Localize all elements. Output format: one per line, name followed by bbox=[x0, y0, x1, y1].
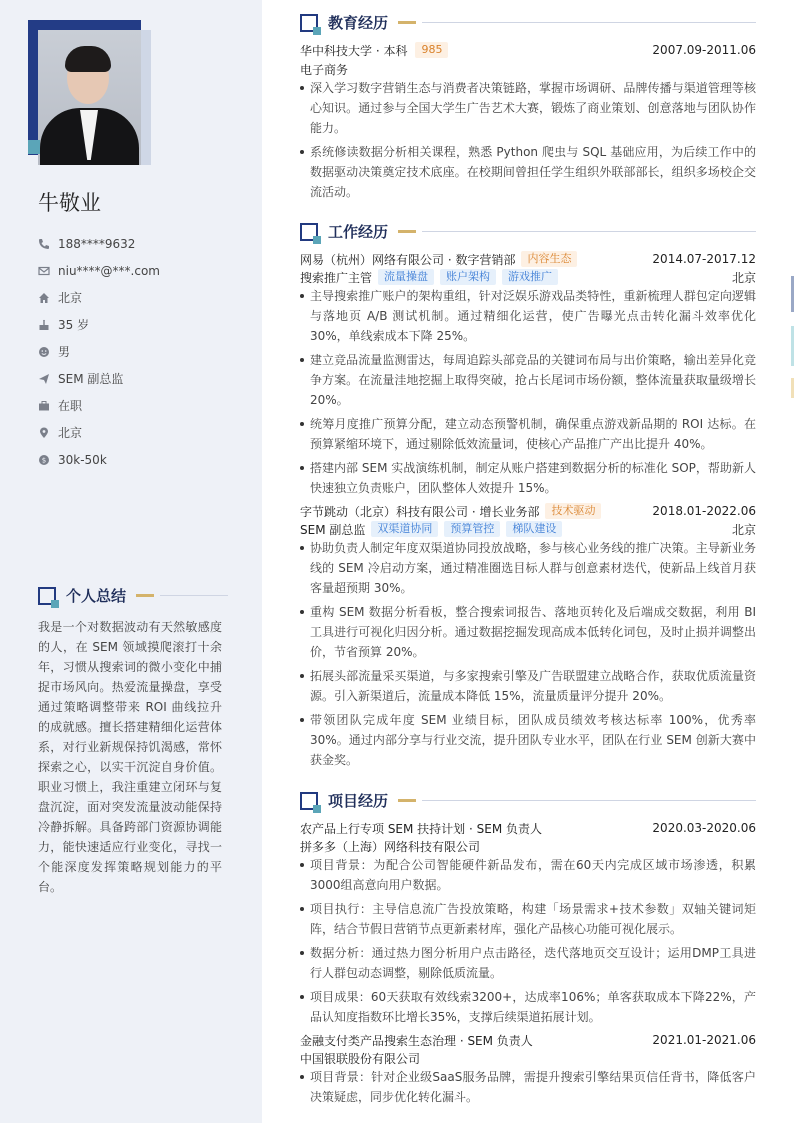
job-city: 北京 bbox=[731, 270, 756, 285]
job-city: 北京 bbox=[731, 522, 756, 537]
major-row bbox=[300, 60, 756, 78]
job-date: 2014.07-2017.12 bbox=[652, 252, 756, 266]
info-text: 35 岁 bbox=[58, 318, 90, 332]
project-org: 拼多多（上海）网络科技有限公司 bbox=[300, 839, 481, 854]
svg-text:$: $ bbox=[41, 456, 47, 465]
job-role-row bbox=[300, 520, 756, 538]
job-date: 2018.01-2022.06 bbox=[652, 504, 756, 518]
list-item: 建立竞品流量监测雷达，每周追踪头部竞品的关键词布局与出价策略，输出差异化竞争方案。在流量洼地挖掘上取得突破，抢占长尾词市场份额，整体流量获取量级增长 20%。 bbox=[300, 350, 756, 410]
contact-info-list bbox=[38, 230, 160, 473]
section-square-icon bbox=[300, 223, 318, 241]
company-name: 网易（杭州）网络有限公司 · 数字营销部 bbox=[300, 252, 516, 267]
list-item: 带领团队完成年度 SEM 业绩目标，团队成员绩效考核达标率 100%，优秀率 30%。通过内部分享与行业交流，提升团队专业水平，团队在行业 SEM 创新大赛中获金奖。 bbox=[300, 710, 756, 770]
list-item: 项目执行：主导信息流广告投放策略，构建「场景需求+技术参数」双轴关键词矩阵，结合节假日营销节点更新素材库，强化产品核心功能可视化展示。 bbox=[300, 899, 756, 939]
job-company-row bbox=[300, 502, 756, 520]
job-bullets bbox=[300, 538, 756, 774]
title-accent-bar bbox=[136, 594, 154, 597]
gender-icon bbox=[38, 346, 50, 358]
cake-icon bbox=[38, 319, 50, 331]
title-divider bbox=[422, 231, 756, 232]
info-position bbox=[38, 365, 160, 392]
school-tag: 985 bbox=[415, 42, 448, 58]
location-icon bbox=[38, 427, 50, 439]
company-name: 字节跳动（北京）科技有限公司 · 增长业务部 bbox=[300, 504, 540, 519]
info-text: 在职 bbox=[58, 399, 83, 413]
info-text: 男 bbox=[58, 345, 71, 359]
title-accent-bar bbox=[398, 21, 416, 24]
list-item: 搭建内部 SEM 实战演练机制，制定从账户搭建到数据分析的标准化 SOP，帮助新人快速独立负责账户，团队整体人效提升 15%。 bbox=[300, 458, 756, 498]
list-item: 项目背景：针对企业级SaaS服务品牌，需提升搜索引擎结果页信任背书，降低客户决策疑虑，同步优化转化漏斗。 bbox=[300, 1067, 756, 1107]
skill-tag: 预算管控 bbox=[444, 521, 500, 537]
project-row bbox=[300, 1031, 756, 1049]
project-name: 农产品上行专项 SEM 扶持计划 · SEM 负责人 bbox=[300, 821, 542, 836]
project-name: 金融支付类产品搜索生态治理 · SEM 负责人 bbox=[300, 1033, 533, 1048]
list-item: 拓展头部流量采买渠道，与多家搜索引擎及广告联盟建立战略合作，获取优质流量资源。引入新渠道后，流量成本降低 15%，流量质量评分提升 20%。 bbox=[300, 666, 756, 706]
job-bullets bbox=[300, 286, 756, 502]
info-home bbox=[38, 284, 160, 311]
skill-tag: 账户架构 bbox=[440, 269, 496, 285]
summary-text: 我是一个对数据波动有天然敏感度的人，在 SEM 领域摸爬滚打十余年，习惯从搜索词的微小变化中捕捉市场风向。热爱流量操盘，享受通过策略调整带来 ROI 曲线拉升的成就感。擅长搭建精细化运营体系，对行业新规保持饥渴感，常怀探索之心，以实干沉淀自身价值。职业习惯上，我注重建立闭环与复盘沉淀，面对突发流量波动能保持冷静拆解。具备跨部门资源协调能力，能快速适应行业变化，寻找一个能深度发挥策略规划能力的平台。 bbox=[38, 620, 222, 894]
candidate-name: 牛敬业 bbox=[38, 191, 101, 215]
education-bullets bbox=[300, 78, 756, 206]
work-heading bbox=[300, 221, 756, 242]
list-item: 主导搜索推广账户的架构重组，针对泛娱乐游戏品类特性，重新梳理人群包定向逻辑与落地页 A/B 测试机制。通过精细化运营，使广告曝光点击转化漏斗效率优化 30%，单线索成本下降 25%。 bbox=[300, 286, 756, 346]
education-row bbox=[300, 41, 756, 59]
sidebar bbox=[0, 0, 262, 1123]
title-accent-bar bbox=[398, 799, 416, 802]
skill-tag: 梯队建设 bbox=[506, 521, 562, 537]
list-item: 协助负责人制定年度双渠道协同投放战略，参与核心业务线的推广决策。主导新业务线的 SEM 冷启动方案，通过精准圈选目标人群与创意素材迭代，使新品上线首月获客量超预期 30%。 bbox=[300, 538, 756, 598]
job-company-row bbox=[300, 250, 756, 268]
info-text: 北京 bbox=[58, 426, 83, 440]
project-org-row bbox=[300, 1049, 756, 1067]
work-title: 工作经历 bbox=[328, 223, 389, 241]
list-item: 项目成果：60天获取有效线索3200+，达成率106%；单客获取成本下降22%，产品认知度指数环比增长35%，支撑后续渠道拓展计划。 bbox=[300, 987, 756, 1027]
skill-tag: 游戏推广 bbox=[502, 269, 558, 285]
project-date: 2021.01-2021.06 bbox=[652, 1033, 756, 1047]
info-text: SEM 副总监 bbox=[58, 372, 124, 386]
company-tag: 技术驱动 bbox=[545, 503, 601, 519]
major: 电子商务 bbox=[300, 62, 349, 77]
skill-tag: 流量操盘 bbox=[378, 269, 434, 285]
list-item: 统筹月度推广预算分配，建立动态预警机制，确保重点游戏新品期的 ROI 达标。在预算紧缩环境下，通过剔除低效流量词，使核心产品推广产出比提升 40%。 bbox=[300, 414, 756, 454]
list-item: 深入学习数字营销生态与消费者决策链路，掌握市场调研、品牌传播与渠道管理等核心知识。通过参与全国大学生广告艺术大赛，锻炼了商业策划、创意落地与团队协作能力。 bbox=[300, 78, 756, 138]
project-row bbox=[300, 819, 756, 837]
summary-heading bbox=[38, 585, 228, 606]
education-date: 2007.09-2011.06 bbox=[652, 43, 756, 57]
info-status bbox=[38, 392, 160, 419]
send-icon bbox=[38, 373, 50, 385]
photo-accent bbox=[28, 140, 40, 154]
mail-icon bbox=[38, 265, 50, 277]
title-divider bbox=[160, 595, 228, 596]
section-square-icon bbox=[300, 792, 318, 810]
list-item: 项目背景：为配合公司智能硬件新品发布，需在60天内完成区域市场渗透，积累3000组高意向用户数据。 bbox=[300, 855, 756, 895]
project-org-row bbox=[300, 837, 756, 855]
info-salary bbox=[38, 446, 160, 473]
education-title: 教育经历 bbox=[328, 14, 389, 32]
list-item: 重构 SEM 数据分析看板，整合搜索词报告、落地页转化及后端成交数据，利用 BI 工具进行可视化归因分析。通过数据挖掘发现高成本低转化词包，及时止损并调整出价，节省预算 20%。 bbox=[300, 602, 756, 662]
project-bullets bbox=[300, 1067, 756, 1111]
section-square-icon bbox=[38, 587, 56, 605]
project-org: 中国银联股份有限公司 bbox=[300, 1051, 421, 1066]
title-divider bbox=[422, 22, 756, 23]
projects-heading bbox=[300, 790, 756, 811]
list-item: 数据分析：通过热力图分析用户点击路径，迭代落地页交互设计；运用DMP工具进行人群包动态调整，剔除低质流量。 bbox=[300, 943, 756, 983]
salary-icon bbox=[38, 454, 50, 466]
home-icon bbox=[38, 292, 50, 304]
info-gender bbox=[38, 338, 160, 365]
section-square-icon bbox=[300, 14, 318, 32]
project-bullets bbox=[300, 855, 756, 1031]
info-text: niu****@***.com bbox=[58, 263, 160, 278]
info-phone bbox=[38, 230, 160, 257]
briefcase-icon bbox=[38, 400, 50, 412]
list-item: 系统修读数据分析相关课程，熟悉 Python 爬虫与 SQL 基础应用，为后续工作中的数据驱动决策奠定技术底座。在校期间曾担任学生组织外联部部长，组织多场校企交流活动。 bbox=[300, 142, 756, 202]
avatar bbox=[38, 30, 141, 165]
school-name: 华中科技大学 · 本科 bbox=[300, 43, 408, 58]
info-text: 北京 bbox=[58, 291, 83, 305]
job-role: 搜索推广主管 bbox=[300, 270, 373, 285]
info-text: 30k-50k bbox=[58, 452, 107, 467]
info-text: 188****9632 bbox=[58, 236, 136, 251]
education-heading bbox=[300, 12, 756, 33]
job-role: SEM 副总监 bbox=[300, 522, 366, 537]
info-target-city bbox=[38, 419, 160, 446]
info-age bbox=[38, 311, 160, 338]
summary-title: 个人总结 bbox=[66, 587, 127, 605]
skill-tag: 双渠道协同 bbox=[371, 521, 438, 537]
title-divider bbox=[422, 800, 756, 801]
job-role-row bbox=[300, 268, 756, 286]
phone-icon bbox=[38, 238, 50, 250]
projects-title: 项目经历 bbox=[328, 792, 389, 810]
info-email bbox=[38, 257, 160, 284]
company-tag: 内容生态 bbox=[521, 251, 577, 267]
title-accent-bar bbox=[398, 230, 416, 233]
project-date: 2020.03-2020.06 bbox=[652, 821, 756, 835]
